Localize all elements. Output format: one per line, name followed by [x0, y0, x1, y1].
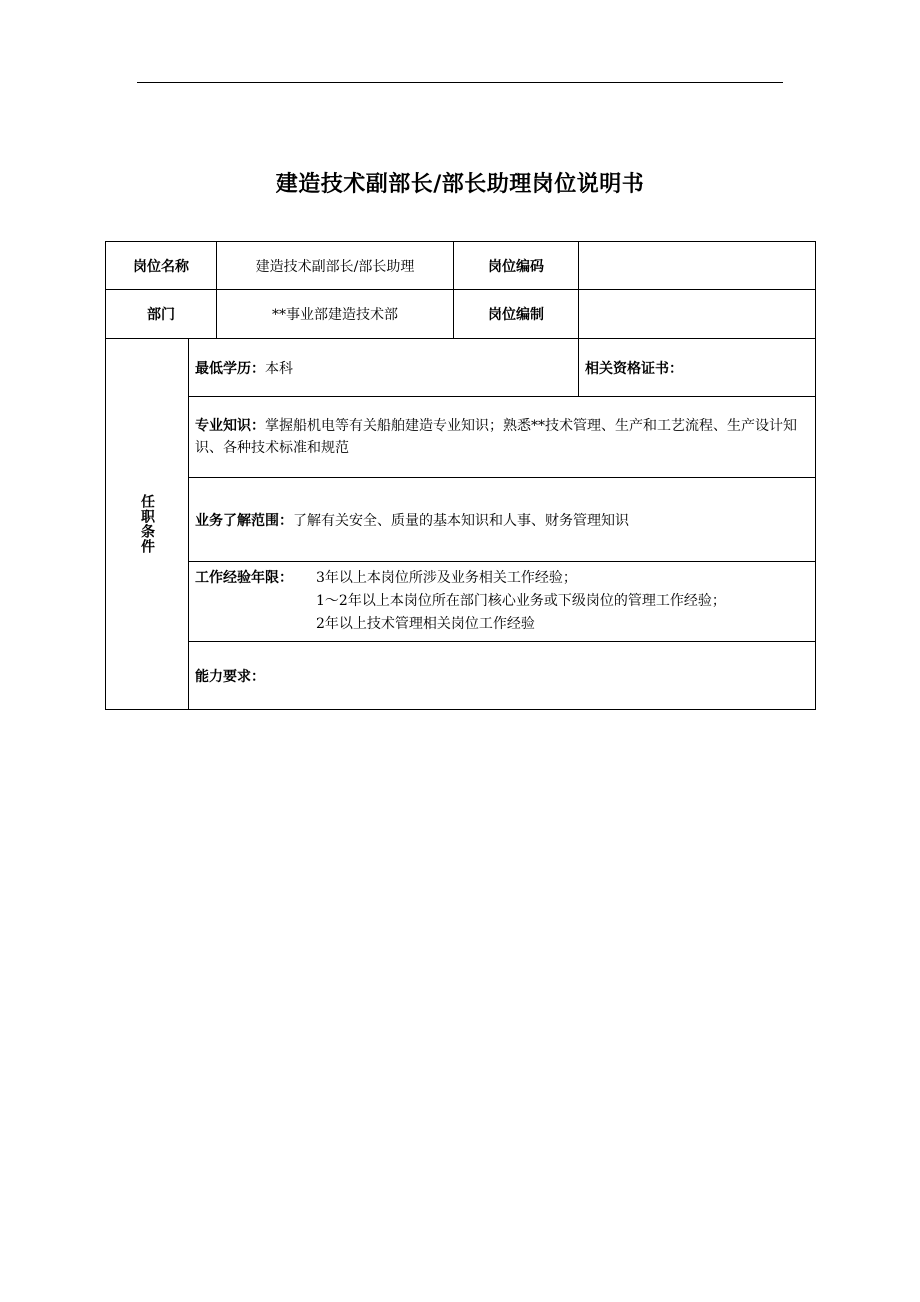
qualifications-section-cell — [106, 339, 189, 710]
knowledge-value: 掌握船机电等有关船舶建造专业知识；熟悉**技术管理、生产和工艺流程、生产设计知识、各种技术标准和规范 — [195, 418, 797, 456]
table-row — [106, 290, 816, 339]
education-cell — [189, 339, 579, 397]
ability-cell — [189, 642, 816, 710]
headcount-value — [579, 290, 816, 339]
business-scope-label: 业务了解范围： — [195, 512, 293, 529]
position-code-label: 岗位编码 — [454, 242, 579, 290]
position-name-label: 岗位名称 — [106, 242, 217, 290]
ability-label: 能力要求： — [195, 668, 265, 685]
experience-label: 工作经验年限： — [195, 570, 293, 586]
job-description-table — [105, 241, 816, 710]
experience-cell — [189, 562, 816, 642]
table-row — [106, 242, 816, 290]
business-scope-cell — [189, 478, 816, 562]
table-row — [106, 397, 816, 478]
table-row — [106, 478, 816, 562]
position-name-value: 建造技术副部长/部长助理 — [217, 242, 454, 290]
certificate-label: 相关资格证书： — [585, 360, 683, 377]
education-value: 本科 — [265, 360, 293, 377]
table-row — [106, 642, 816, 710]
knowledge-cell — [189, 397, 816, 478]
certificate-cell — [579, 339, 816, 397]
experience-line: 3年以上本岗位所涉及业务相关工作经验； — [316, 570, 577, 586]
document-title: 建造技术副部长/部长助理岗位说明书 — [275, 172, 645, 197]
education-label: 最低学历： — [195, 360, 265, 377]
qualifications-section-label: 任职条件 — [139, 494, 155, 554]
knowledge-label: 专业知识： — [195, 418, 265, 434]
department-value: **事业部建造技术部 — [217, 290, 454, 339]
experience-line: 1～2年以上本岗位所在部门核心业务或下级岗位的管理工作经验； — [316, 593, 726, 609]
department-label: 部门 — [106, 290, 217, 339]
headcount-label: 岗位编制 — [454, 290, 579, 339]
experience-list — [316, 567, 726, 636]
experience-line: 2年以上技术管理相关岗位工作经验 — [316, 616, 535, 632]
table-row — [106, 339, 816, 397]
header-rule — [137, 82, 783, 83]
table-row — [106, 562, 816, 642]
business-scope-value: 了解有关安全、质量的基本知识和人事、财务管理知识 — [293, 512, 629, 529]
position-code-value — [579, 242, 816, 290]
